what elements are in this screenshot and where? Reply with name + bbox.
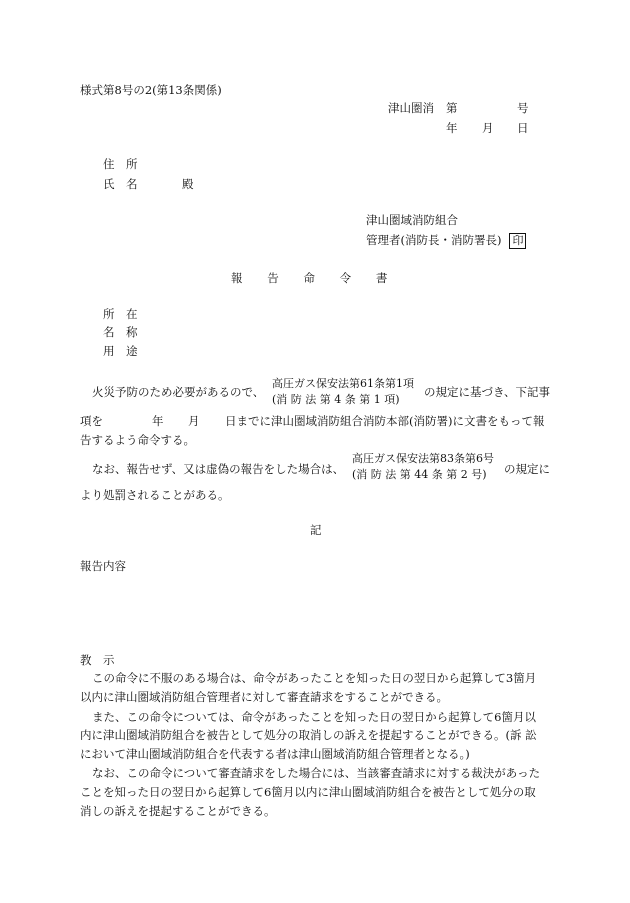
date-day: 日 — [517, 121, 529, 135]
instruction-p2-l1: また、この命令については、命令があったことを知った日の翌日から起算して6箇月以 — [92, 710, 536, 724]
honorific: 殿 — [182, 177, 194, 191]
para1-line2-year: 年 — [152, 414, 164, 428]
report-content-label: 報告内容 — [80, 559, 126, 573]
date-month: 月 — [482, 121, 494, 135]
address-label: 住 所 — [103, 157, 138, 171]
target-name-label: 名 称 — [103, 325, 138, 339]
para1-lead: 火災予防のため必要があるので、 — [92, 385, 265, 399]
para1-law-block — [272, 376, 414, 408]
para1-line2-rest: 日までに津山圏域消防組合消防本部(消防署)に文書をもって報 — [225, 414, 545, 428]
instruction-p3-l3: 消しの訴えを提起することができる。 — [80, 804, 276, 818]
instruction-p1-l1: この命令に不服のある場合は、命令があったことを知った日の翌日から起算して3箇月 — [92, 671, 537, 685]
para2-law-block — [352, 451, 494, 483]
instruction-p2-l3: において津山圏域消防組合を代表する者は津山圏域消防組合管理者となる。) — [80, 747, 470, 761]
issuer-prefix: 津山圏消 — [388, 101, 434, 115]
sender-manager — [366, 232, 526, 249]
sender-org: 津山圏域消防組合 — [366, 213, 458, 227]
instruction-p2-l2: 内に津山圏域消防組合を被告として処分の取消しの訴えを提起することができる。(訴 訟 — [80, 728, 537, 742]
para1-tail: の規定に基づき、下記事 — [424, 385, 551, 399]
number-dai: 第 — [446, 101, 458, 115]
para1-line2-a: 項を — [80, 414, 103, 428]
para2-tail: の規定に — [504, 462, 550, 476]
para1-line2-month: 月 — [188, 414, 200, 428]
para1-law-top: 高圧ガス保安法第61条第1項 — [272, 377, 414, 390]
number-go: 号 — [517, 101, 529, 115]
instruction-p3-l1: なお、この命令について審査請求をした場合には、当該審査請求に対する裁決があった — [92, 766, 541, 780]
seal-icon: 印 — [509, 233, 526, 249]
document-title: 報 告 命 令 書 — [231, 271, 388, 285]
location-label: 所 在 — [103, 307, 138, 321]
instruction-p1-l2: 以内に津山圏域消防組合管理者に対して審査請求をすることができる。 — [80, 690, 448, 704]
instruction-p3-l2: ことを知った日の翌日から起算して6箇月以内に津山圏域消防組合を被告として処分の取 — [80, 785, 536, 799]
date-year: 年 — [446, 121, 458, 135]
instruction-heading: 教 示 — [80, 653, 115, 667]
para2-line2: より処罰されることがある。 — [80, 488, 230, 502]
para2-law-top: 高圧ガス保安法第83条第6号 — [352, 452, 494, 465]
para1-line3: 告するよう命令する。 — [80, 433, 195, 447]
form-number: 様式第8号の2(第13条関係) — [80, 83, 222, 97]
para2-law-bottom: (消 防 法 第 44 条 第 2 号) — [352, 468, 487, 481]
use-label: 用 途 — [103, 344, 138, 358]
ki-mark: 記 — [310, 523, 322, 537]
para1-law-bottom: (消 防 法 第 4 条 第 1 項) — [272, 393, 400, 406]
para2-lead: なお、報告せず、又は虚偽の報告をした場合は、 — [92, 462, 345, 476]
name-label: 氏 名 — [103, 177, 138, 191]
sender-manager-text: 管理者(消防長・消防署長) — [366, 233, 502, 247]
